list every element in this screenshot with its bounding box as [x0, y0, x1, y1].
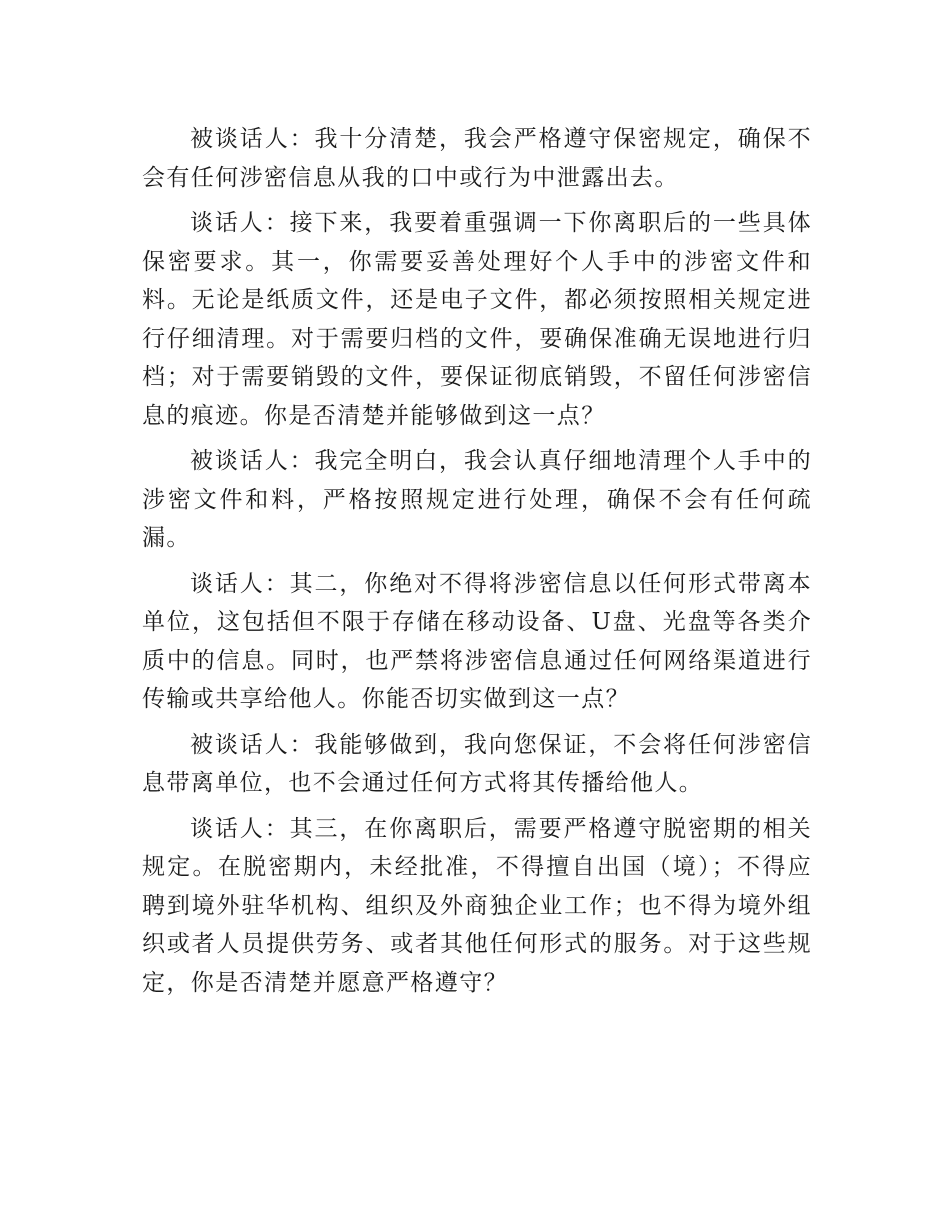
paragraph-interviewer-4: 谈话人：其二，你绝对不得将涉密信息以任何形式带离本单位，这包括但不限于存储在移动设备、U盘、光盘等各类介质中的信息。同时，也严禁将涉密信息通过任何网络渠道进行传输或共享给他人。你能否切实做到这一点？ [142, 570, 812, 712]
document-body [142, 120, 812, 1009]
paragraph-interviewee-3: 被谈话人：我完全明白，我会认真仔细地清理个人手中的涉密文件和料，严格按照规定进行处理，确保不会有任何疏漏。 [142, 448, 812, 551]
paragraph-interviewer-2: 谈话人：接下来，我要着重强调一下你离职后的一些具体保密要求。其一，你需要妥善处理好个人手中的涉密文件和料。无论是纸质文件，还是电子文件，都必须按照相关规定进行仔细清理。对于需要归档的文件，要确保准确无误地进行归档；对于需要销毁的文件，要保证彻底销毁，不留任何涉密信息的痕迹。你是否清楚并能够做到这一点？ [142, 210, 812, 429]
paragraph-interviewee-5: 被谈话人：我能够做到，我向您保证，不会将任何涉密信息带离单位，也不会通过任何方式将其传播给他人。 [142, 731, 812, 796]
paragraph-interviewer-6: 谈话人：其三，在你离职后，需要严格遵守脱密期的相关规定。在脱密期内，未经批准，不得擅自出国（境）；不得应聘到境外驻华机构、组织及外商独企业工作；也不得为境外组织或者人员提供劳务、或者其他任何形式的服务。对于这些规定，你是否清楚并愿意严格遵守？ [142, 815, 812, 996]
paragraph-interviewee-1: 被谈话人：我十分清楚，我会严格遵守保密规定，确保不会有任何涉密信息从我的口中或行为中泄露出去。 [142, 126, 812, 191]
